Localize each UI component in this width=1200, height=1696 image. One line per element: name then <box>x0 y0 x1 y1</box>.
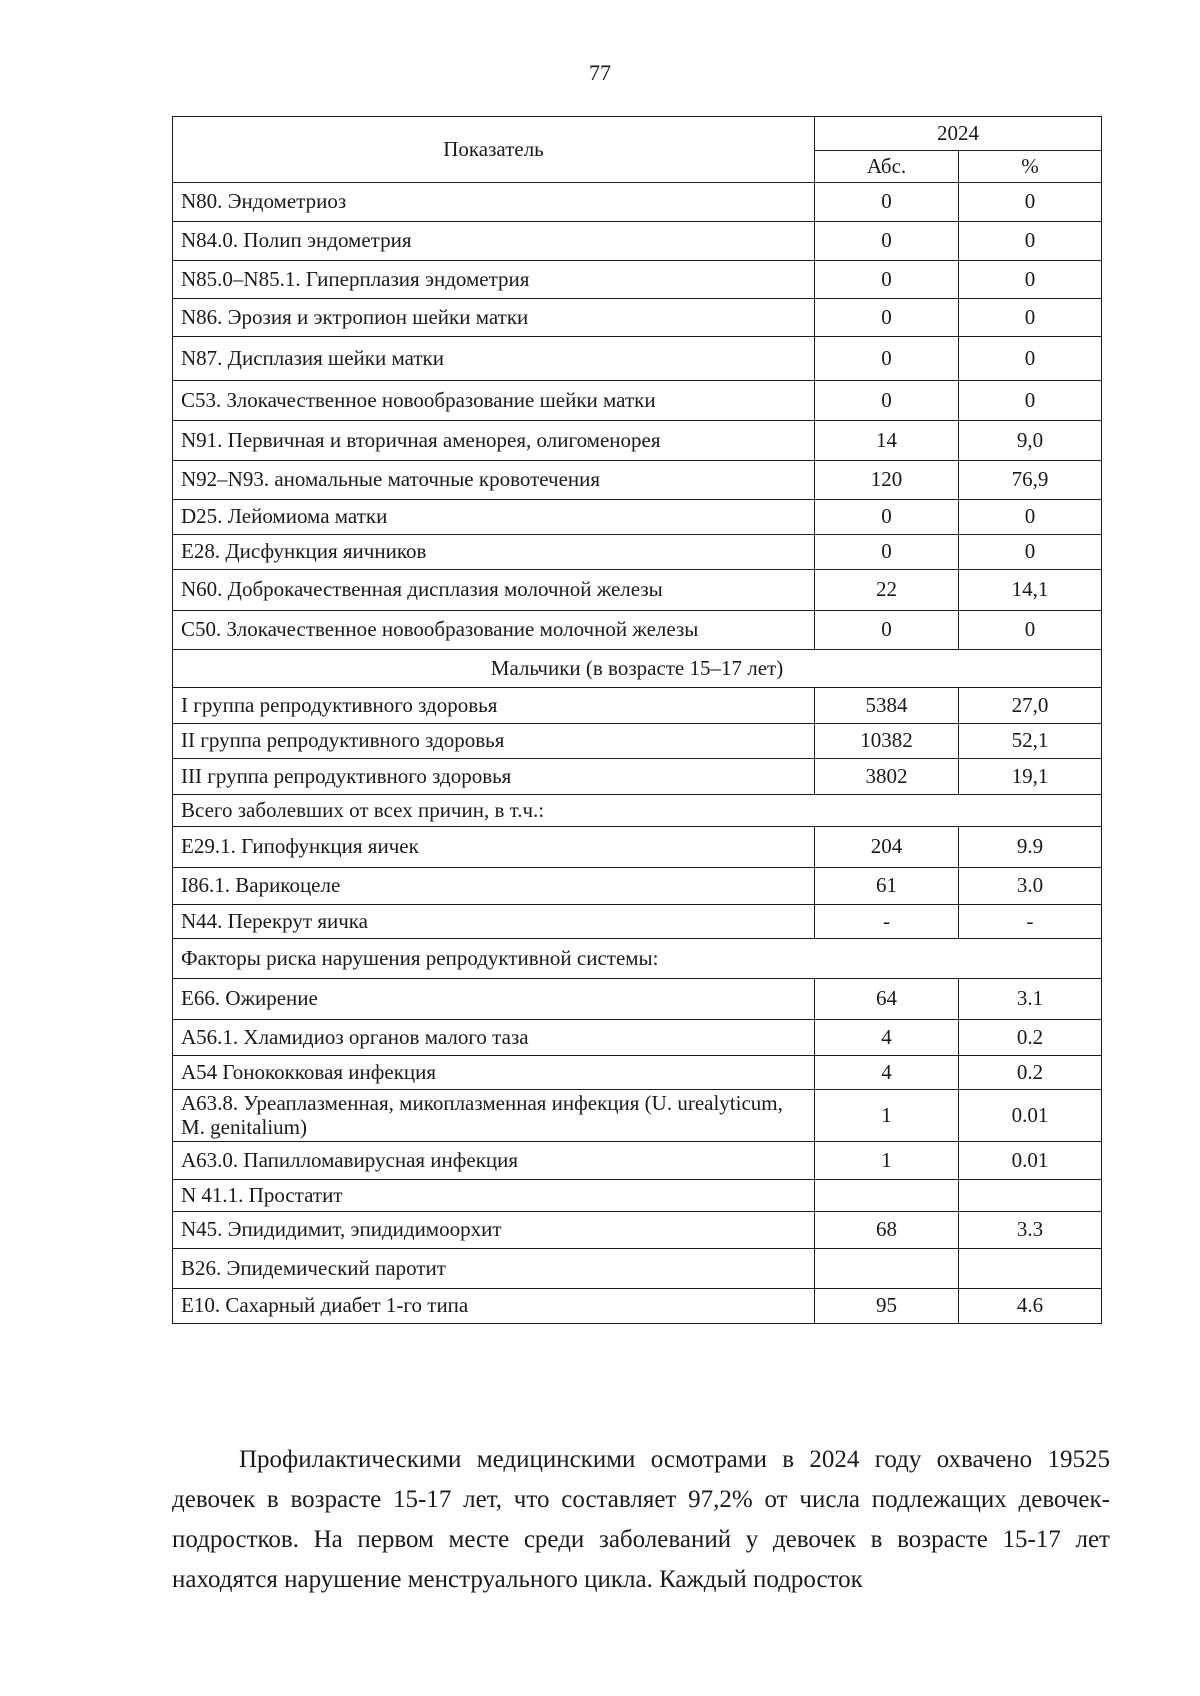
table-row <box>173 261 1102 299</box>
pct-value: 0.2 <box>959 1020 1102 1056</box>
row-label: N86. Эрозия и эктропион шейки матки <box>173 299 815 337</box>
abs-value: 0 <box>815 299 959 337</box>
row-label: N92–N93. аномальные маточные кровотечения <box>173 461 815 500</box>
table-body <box>173 183 1102 1324</box>
row-label: N45. Эпидидимит, эпидидимоорхит <box>173 1212 815 1249</box>
pct-value <box>959 1180 1102 1212</box>
table-row <box>173 421 1102 461</box>
row-label: N84.0. Полип эндометрия <box>173 222 815 261</box>
pct-value: 9.9 <box>959 827 1102 868</box>
abs-value: 0 <box>815 535 959 570</box>
row-label: A54 Гонококковая инфекция <box>173 1056 815 1090</box>
row-label: E29.1. Гипофункция яичек <box>173 827 815 868</box>
pct-value: 3.1 <box>959 979 1102 1020</box>
body-paragraph <box>172 1440 1110 1600</box>
row-label: I группа репродуктивного здоровья <box>173 688 815 724</box>
table-row <box>173 827 1102 868</box>
row-label: N91. Первичная и вторичная аменорея, олигоменорея <box>173 421 815 461</box>
pct-value: 0 <box>959 222 1102 261</box>
row-label: N60. Доброкачественная дисплазия молочной железы <box>173 570 815 611</box>
abs-value: 0 <box>815 261 959 299</box>
pct-value: 0 <box>959 611 1102 650</box>
table-row <box>173 183 1102 222</box>
table-section-row <box>173 939 1102 979</box>
pct-value: 19,1 <box>959 759 1102 795</box>
indicator-header: Показатель <box>173 117 815 183</box>
abs-value: 1 <box>815 1090 959 1142</box>
group-heading: Факторы риска нарушения репродуктивной системы: <box>173 939 1102 979</box>
abs-value: 68 <box>815 1212 959 1249</box>
pct-value: 27,0 <box>959 688 1102 724</box>
pct-value: 0 <box>959 337 1102 381</box>
row-label: D25. Лейомиома матки <box>173 500 815 535</box>
pct-value: 52,1 <box>959 724 1102 759</box>
pct-value: - <box>959 905 1102 939</box>
abs-value: 0 <box>815 500 959 535</box>
row-label: N85.0–N85.1. Гиперплазия эндометрия <box>173 261 815 299</box>
pct-value: 0.01 <box>959 1142 1102 1180</box>
abs-header: Абс. <box>815 151 959 183</box>
statistics-table-wrapper <box>172 116 1101 1324</box>
pct-value: 0 <box>959 183 1102 222</box>
row-label: A63.8. Уреаплазменная, микоплазменная инфекция (U. urealyticum, M. genitalium) <box>173 1090 815 1142</box>
abs-value: 4 <box>815 1056 959 1090</box>
row-label: B26. Эпидемический паротит <box>173 1249 815 1289</box>
table-row <box>173 868 1102 905</box>
page-number: 77 <box>589 60 611 85</box>
row-label: C53. Злокачественное новообразование шейки матки <box>173 381 815 421</box>
pct-value: 0 <box>959 261 1102 299</box>
abs-value: 5384 <box>815 688 959 724</box>
pct-value <box>959 1249 1102 1289</box>
table-row <box>173 1212 1102 1249</box>
pct-value: 9,0 <box>959 421 1102 461</box>
abs-value: - <box>815 905 959 939</box>
table-row <box>173 570 1102 611</box>
table-row <box>173 222 1102 261</box>
table-row <box>173 1142 1102 1180</box>
abs-value: 3802 <box>815 759 959 795</box>
abs-value: 0 <box>815 611 959 650</box>
row-label: E10. Сахарный диабет 1-го типа <box>173 1289 815 1324</box>
abs-value: 10382 <box>815 724 959 759</box>
row-label: N87. Дисплазия шейки матки <box>173 337 815 381</box>
reproductive-health-table <box>172 116 1102 1324</box>
row-label: II группа репродуктивного здоровья <box>173 724 815 759</box>
year-header: 2024 <box>815 117 1102 151</box>
table-row <box>173 979 1102 1020</box>
table-row <box>173 1249 1102 1289</box>
abs-value: 120 <box>815 461 959 500</box>
table-row <box>173 905 1102 939</box>
pct-value: 0.01 <box>959 1090 1102 1142</box>
row-label: A56.1. Хламидиоз органов малого таза <box>173 1020 815 1056</box>
table-row <box>173 1180 1102 1212</box>
abs-value <box>815 1249 959 1289</box>
pct-value: 0 <box>959 500 1102 535</box>
table-row <box>173 535 1102 570</box>
pct-value: 3.0 <box>959 868 1102 905</box>
abs-value: 1 <box>815 1142 959 1180</box>
section-heading: Мальчики (в возрасте 15–17 лет) <box>173 650 1102 688</box>
table-row <box>173 688 1102 724</box>
abs-value: 204 <box>815 827 959 868</box>
row-label: I86.1. Варикоцеле <box>173 868 815 905</box>
pct-value: 0 <box>959 381 1102 421</box>
abs-value <box>815 1180 959 1212</box>
row-label: A63.0. Папилломавирусная инфекция <box>173 1142 815 1180</box>
paragraph-text: Профилактическими медицинскими осмотрами в 2024 году охвачено 19525 девочек в возрасте 15-17 лет, что составляет 97,2% от числа подлежащих девочек-подростков. На первом месте среди заболеваний у девочек в возрасте 15-17 лет находятся нарушение менструального цикла. Каждый подросток <box>172 1446 1110 1593</box>
table-row <box>173 1289 1102 1324</box>
abs-value: 0 <box>815 381 959 421</box>
pct-value: 0 <box>959 535 1102 570</box>
pct-value: 4.6 <box>959 1289 1102 1324</box>
table-row <box>173 381 1102 421</box>
table-row <box>173 500 1102 535</box>
abs-value: 4 <box>815 1020 959 1056</box>
pct-value: 76,9 <box>959 461 1102 500</box>
pct-value: 0.2 <box>959 1056 1102 1090</box>
pct-value: 14,1 <box>959 570 1102 611</box>
table-row <box>173 724 1102 759</box>
abs-value: 14 <box>815 421 959 461</box>
row-label: N 41.1. Простатит <box>173 1180 815 1212</box>
abs-value: 0 <box>815 183 959 222</box>
table-row <box>173 1090 1102 1142</box>
abs-value: 0 <box>815 222 959 261</box>
row-label: E28. Дисфункция яичников <box>173 535 815 570</box>
group-heading: Всего заболевших от всех причин, в т.ч.: <box>173 795 1102 827</box>
table-row <box>173 759 1102 795</box>
pct-header: % <box>959 151 1102 183</box>
table-section-row <box>173 650 1102 688</box>
abs-value: 64 <box>815 979 959 1020</box>
abs-value: 95 <box>815 1289 959 1324</box>
row-label: C50. Злокачественное новообразование молочной железы <box>173 611 815 650</box>
row-label: III группа репродуктивного здоровья <box>173 759 815 795</box>
pct-value: 3.3 <box>959 1212 1102 1249</box>
pct-value: 0 <box>959 299 1102 337</box>
table-row <box>173 611 1102 650</box>
abs-value: 0 <box>815 337 959 381</box>
table-row <box>173 461 1102 500</box>
table-section-row <box>173 795 1102 827</box>
row-label: N80. Эндометриоз <box>173 183 815 222</box>
table-row <box>173 1020 1102 1056</box>
abs-value: 22 <box>815 570 959 611</box>
table-row <box>173 337 1102 381</box>
row-label: E66. Ожирение <box>173 979 815 1020</box>
table-row <box>173 1056 1102 1090</box>
abs-value: 61 <box>815 868 959 905</box>
table-row <box>173 299 1102 337</box>
row-label: N44. Перекрут яичка <box>173 905 815 939</box>
